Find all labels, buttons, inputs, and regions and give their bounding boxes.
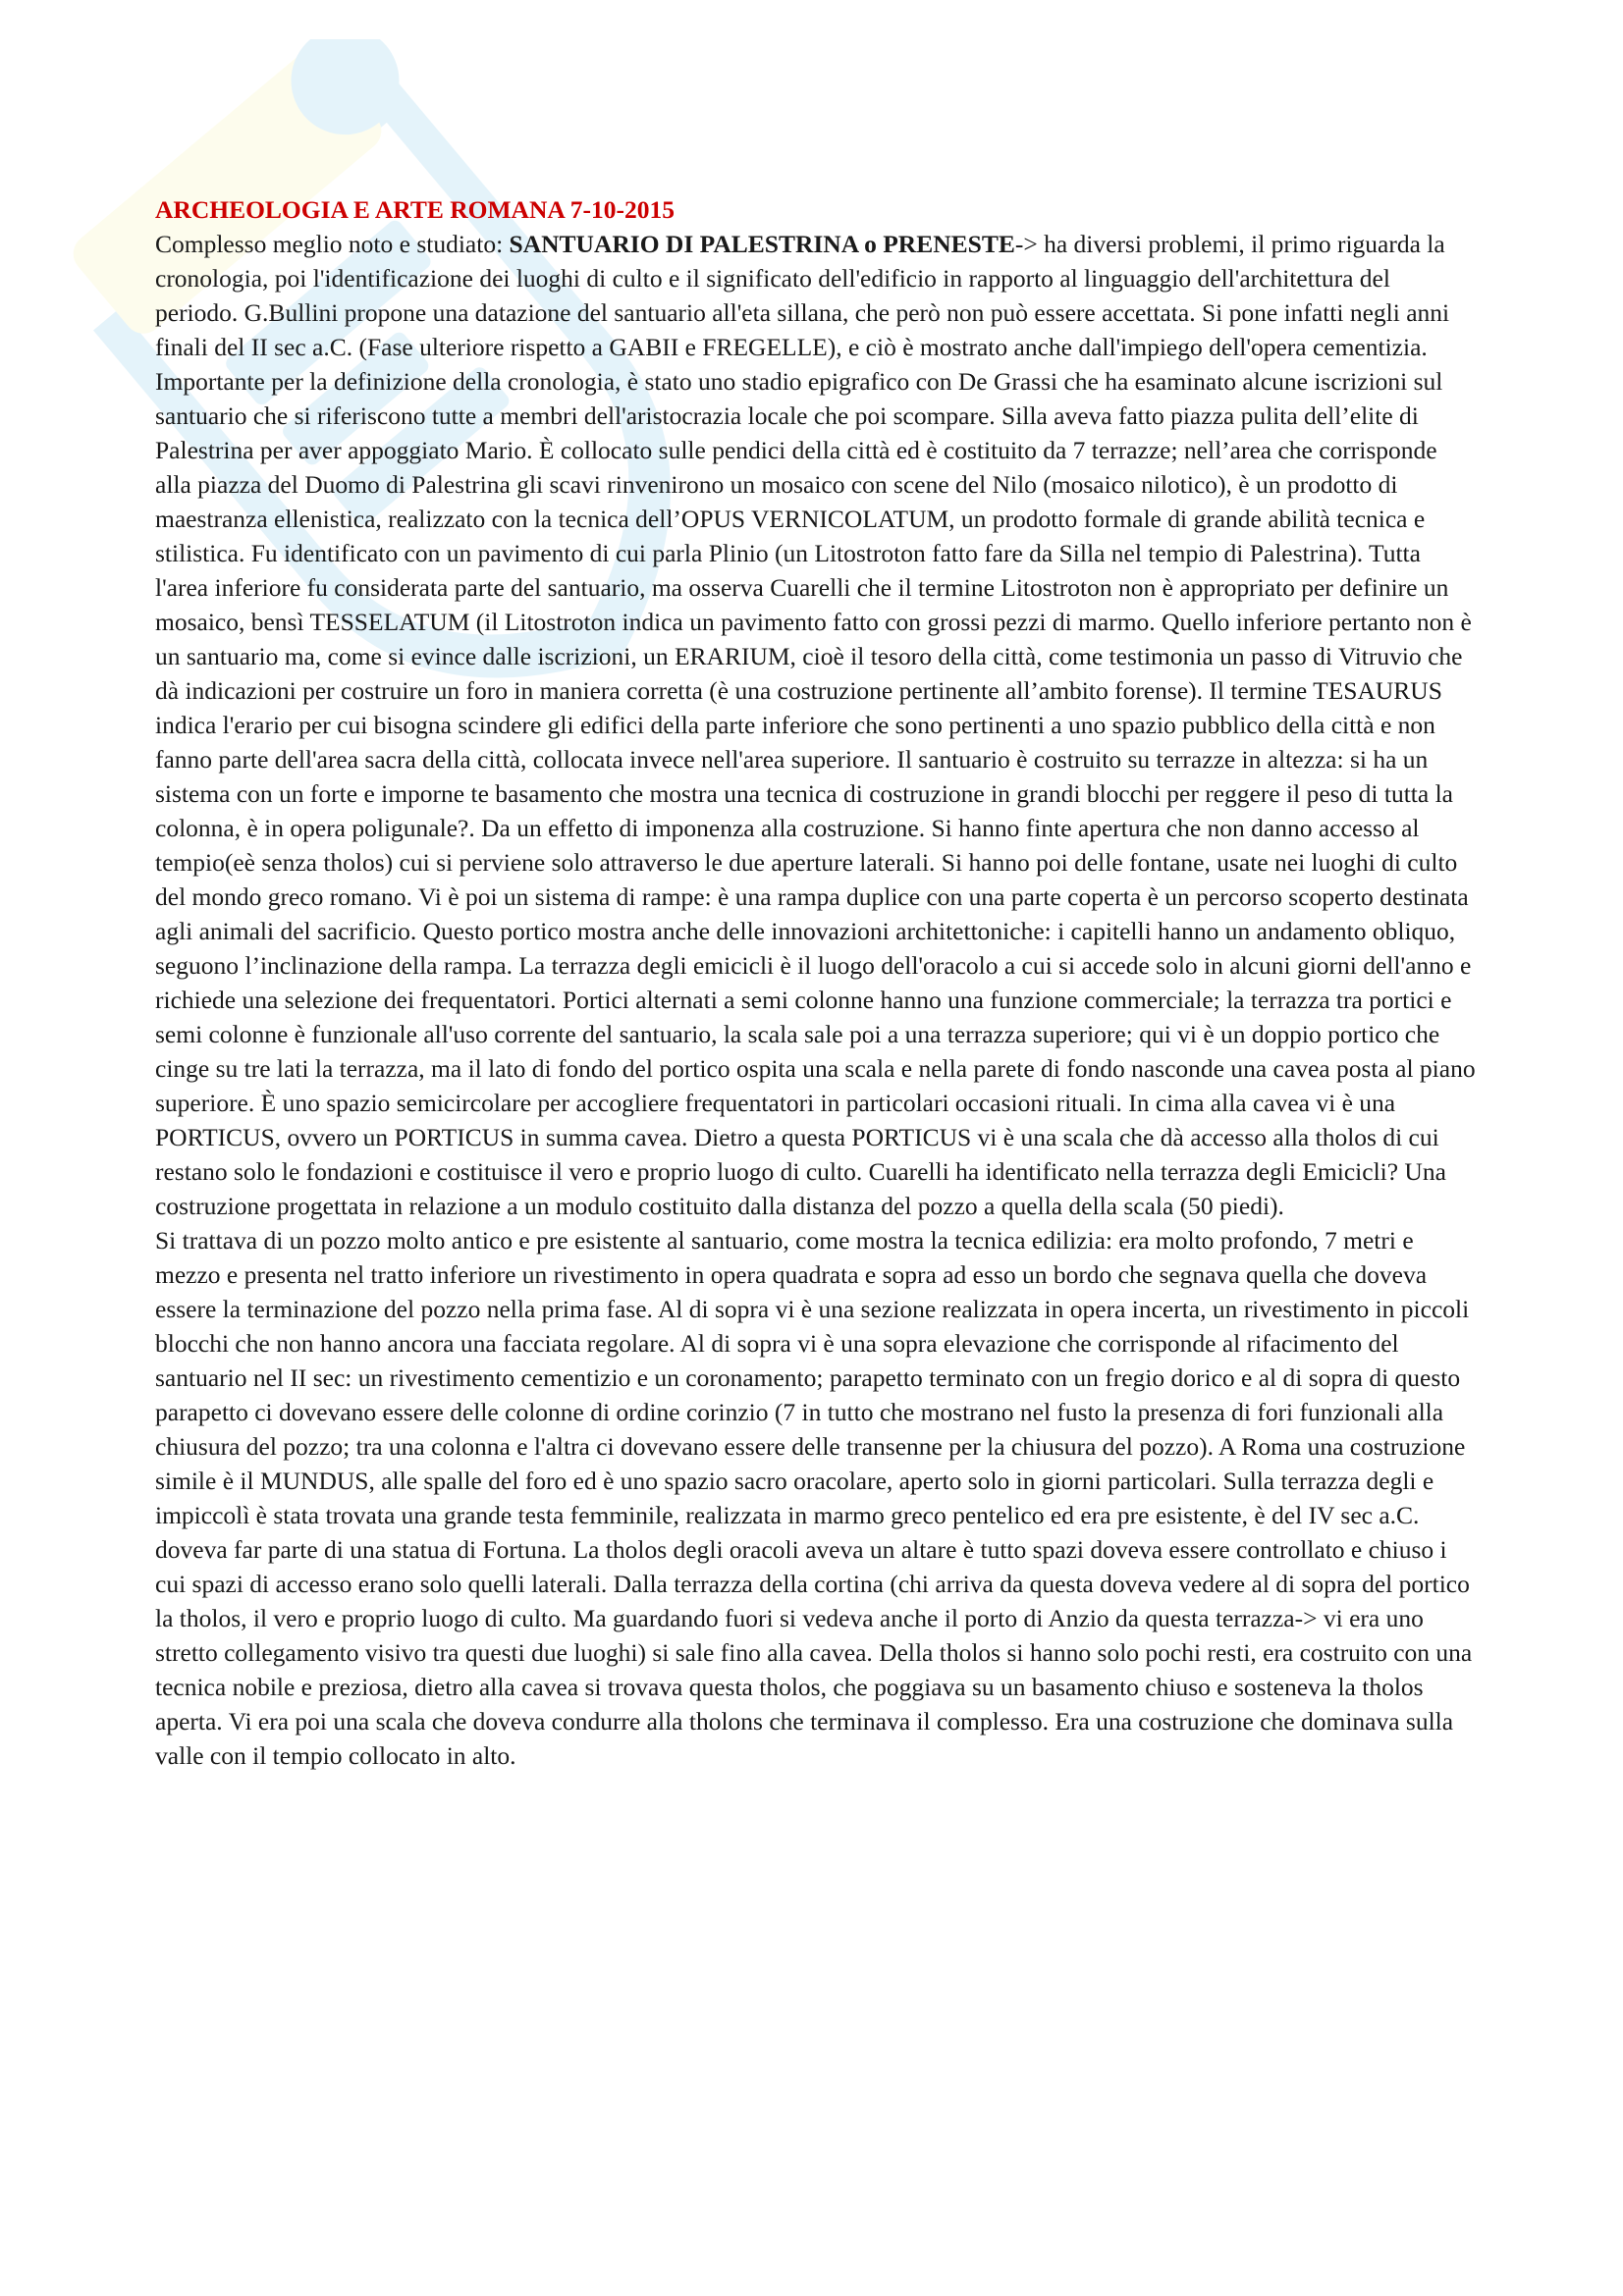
paragraph-2-text: Si trattava di un pozzo molto antico e pre esistente al santuario, come mostra la tecnica edilizia: era molto profondo, 7 metri e mezzo e presenta nel tratto inferiore un rivestimento in opera quadrata e sopra ad esso un bordo che segnava quella che doveva essere la terminazione del pozzo nella prima fase. Al di sopra vi è una sezione realizzata in opera incerta, un rivestimento in piccoli blocchi che non hanno ancora una facciata regolare. Al di sopra vi è una sopra elevazione che corrisponde al rifacimento del santuario nel II sec: un rivestimento cementizio e un coronamento; parapetto terminato con un fregio dorico e al di sopra di questo parapetto ci dovevano essere delle colonne di ordine corinzio (7 in tutto che mostrano nel fusto la presenza di fori funzionali alla chiusura del pozzo; tra una colonna e l'altra ci dovevano essere delle transenne per la chiusura del pozzo). A Roma una costruzione simile è il MUNDUS, alle spalle del foro ed è uno spazio sacro oracolare, aperto solo in giorni particolari. Sulla terrazza degli e impiccolì è stata trovata una grande testa femminile, realizzata in marmo greco pentelico ed era pre esistente, è del IV sec a.C. doveva far parte di una statua di Fortuna. La tholos degli oracoli aveva un altare è tutto spazi doveva essere controllato e chiuso i cui spazi di accesso erano solo quelli laterali. Dalla terrazza della cortina (chi arriva da questa doveva vedere al di sopra del portico la tholos, il vero e proprio luogo di culto. Ma guardando fuori si vedeva anche il porto di Anzio da questa terrazza-> vi era uno stretto collegamento visivo tra questi due luoghi) si sale fino alla cavea. Della tholos si hanno solo pochi resti, era costruito con una tecnica nobile e preziosa, dietro alla cavea si trovava questa tholos, che poggiava su un basamento chiuso e sosteneva la tholos aperta. Vi era poi una scala che doveva condurre alla tholons che terminava il complesso. Era una costruzione che dominava sulla valle con il tempio collocato in alto. xyxy=(155,1226,1473,1770)
document-title: ARCHEOLOGIA E ARTE ROMANA 7-10-2015 xyxy=(155,195,675,224)
paragraph-1-highlight: SANTUARIO DI PALESTRINA o PRENESTE xyxy=(509,230,1015,258)
document-page xyxy=(155,192,1476,1773)
paragraph-1-text: -> ha diversi problemi, il primo riguarda la cronologia, poi l'identificazione dei luoghi di culto e il significato dell'edificio in rapporto al linguaggio dell'architettura del periodo. G.Bullini propone una datazione del santuario all'eta sillana, che però non può essere accettata. Si pone infatti negli anni finali del II sec a.C. (Fase ulteriore rispetto a GABII e FREGELLE), e ciò è mostrato anche dall'impiego dell'opera cementizia. Importante per la definizione della cronologia, è stato uno stadio epigrafico con De Grassi che ha esaminato alcune iscrizioni sul santuario che si riferiscono tutte a membri dell'aristocrazia locale che poi scompare. Silla aveva fatto piazza pulita dell’elite di Palestrina per aver appoggiato Mario. È collocato sulle pendici della città ed è costituito da 7 terrazze; nell’area che corrisponde alla piazza del Duomo di Palestrina gli scavi rinvenirono un mosaico con scene del Nilo (mosaico nilotico), è un prodotto di maestranza ellenistica, realizzato con la tecnica dell’OPUS VERNICOLATUM, un prodotto formale di grande abilità tecnica e stilistica. Fu identificato con un pavimento di cui parla Plinio (un Litostroton fatto fare da Silla nel tempio di Palestrina). Tutta l'area inferiore fu considerata parte del santuario, ma osserva Cuarelli che il termine Litostroton non è appropriato per definire un mosaico, bensì TESSELATUM (il Litostroton indica un pavimento fatto con grossi pezzi di marmo. Quello inferiore pertanto non è un santuario ma, come si evince dalle iscrizioni, un ERARIUM, cioè il tesoro della città, come testimonia un passo di Vitruvio che dà indicazioni per costruire un foro in maniera corretta (è una costruzione pertinente all’ambito forense). Il termine TESAURUS indica l'erario per cui bisogna scindere gli edifici della parte inferiore che sono pertinenti a uno spazio pubblico della città e non fanno parte dell'area sacra della città, collocata invece nell'area superiore. Il santuario è costruito su terrazze in altezza: si ha un sistema con un forte e imporne te basamento che mostra una tecnica di costruzione in grandi blocchi per reggere il peso di tutta la colonna, è in opera poligunale?. Da un effetto di imponenza alla costruzione. Si hanno finte apertura che non danno accesso al tempio(eè senza tholos) cui si perviene solo attraverso le due aperture laterali. Si hanno poi delle fontane, usate nei luoghi di culto del mondo greco romano. Vi è poi un sistema di rampe: è una rampa duplice con una parte coperta è un percorso scoperto destinata agli animali del sacrificio. Questo portico mostra anche delle innovazioni architettoniche: i capitelli hanno un andamento obliquo, seguono l’inclinazione della rampa. La terrazza degli emicicli è il luogo dell'oracolo a cui si accede solo in alcuni giorni dell'anno e richiede una selezione dei frequentatori. Portici alternati a semi colonne hanno una funzione commerciale; la terrazza tra portici e semi colonne è funzionale all'uso corrente del santuario, la scala sale poi a una terrazza superiore; qui vi è un doppio portico che cinge su tre lati la terrazza, ma il lato di fondo del portico ospita una scala e nella parete di fondo nasconde una cavea posta al piano superiore. È uno spazio semicircolare per accogliere frequentatori in particolari occasioni rituali. In cima alla cavea vi è una PORTICUS, ovvero un PORTICUS in summa cavea. Dietro a questa PORTICUS vi è una scala che dà accesso alla tholos di cui restano solo le fondazioni e costituisce il vero e proprio luogo di culto. Cuarelli ha identificato nella terrazza degli Emicicli? Una costruzione progettata in relazione a un modulo costituito dalla distanza del pozzo a quella della scala (50 piedi). xyxy=(155,230,1476,1220)
paragraph-1 xyxy=(155,227,1476,1223)
paragraph-1-lead: Complesso meglio noto e studiato: xyxy=(155,230,510,258)
paragraph-2 xyxy=(155,1223,1476,1773)
